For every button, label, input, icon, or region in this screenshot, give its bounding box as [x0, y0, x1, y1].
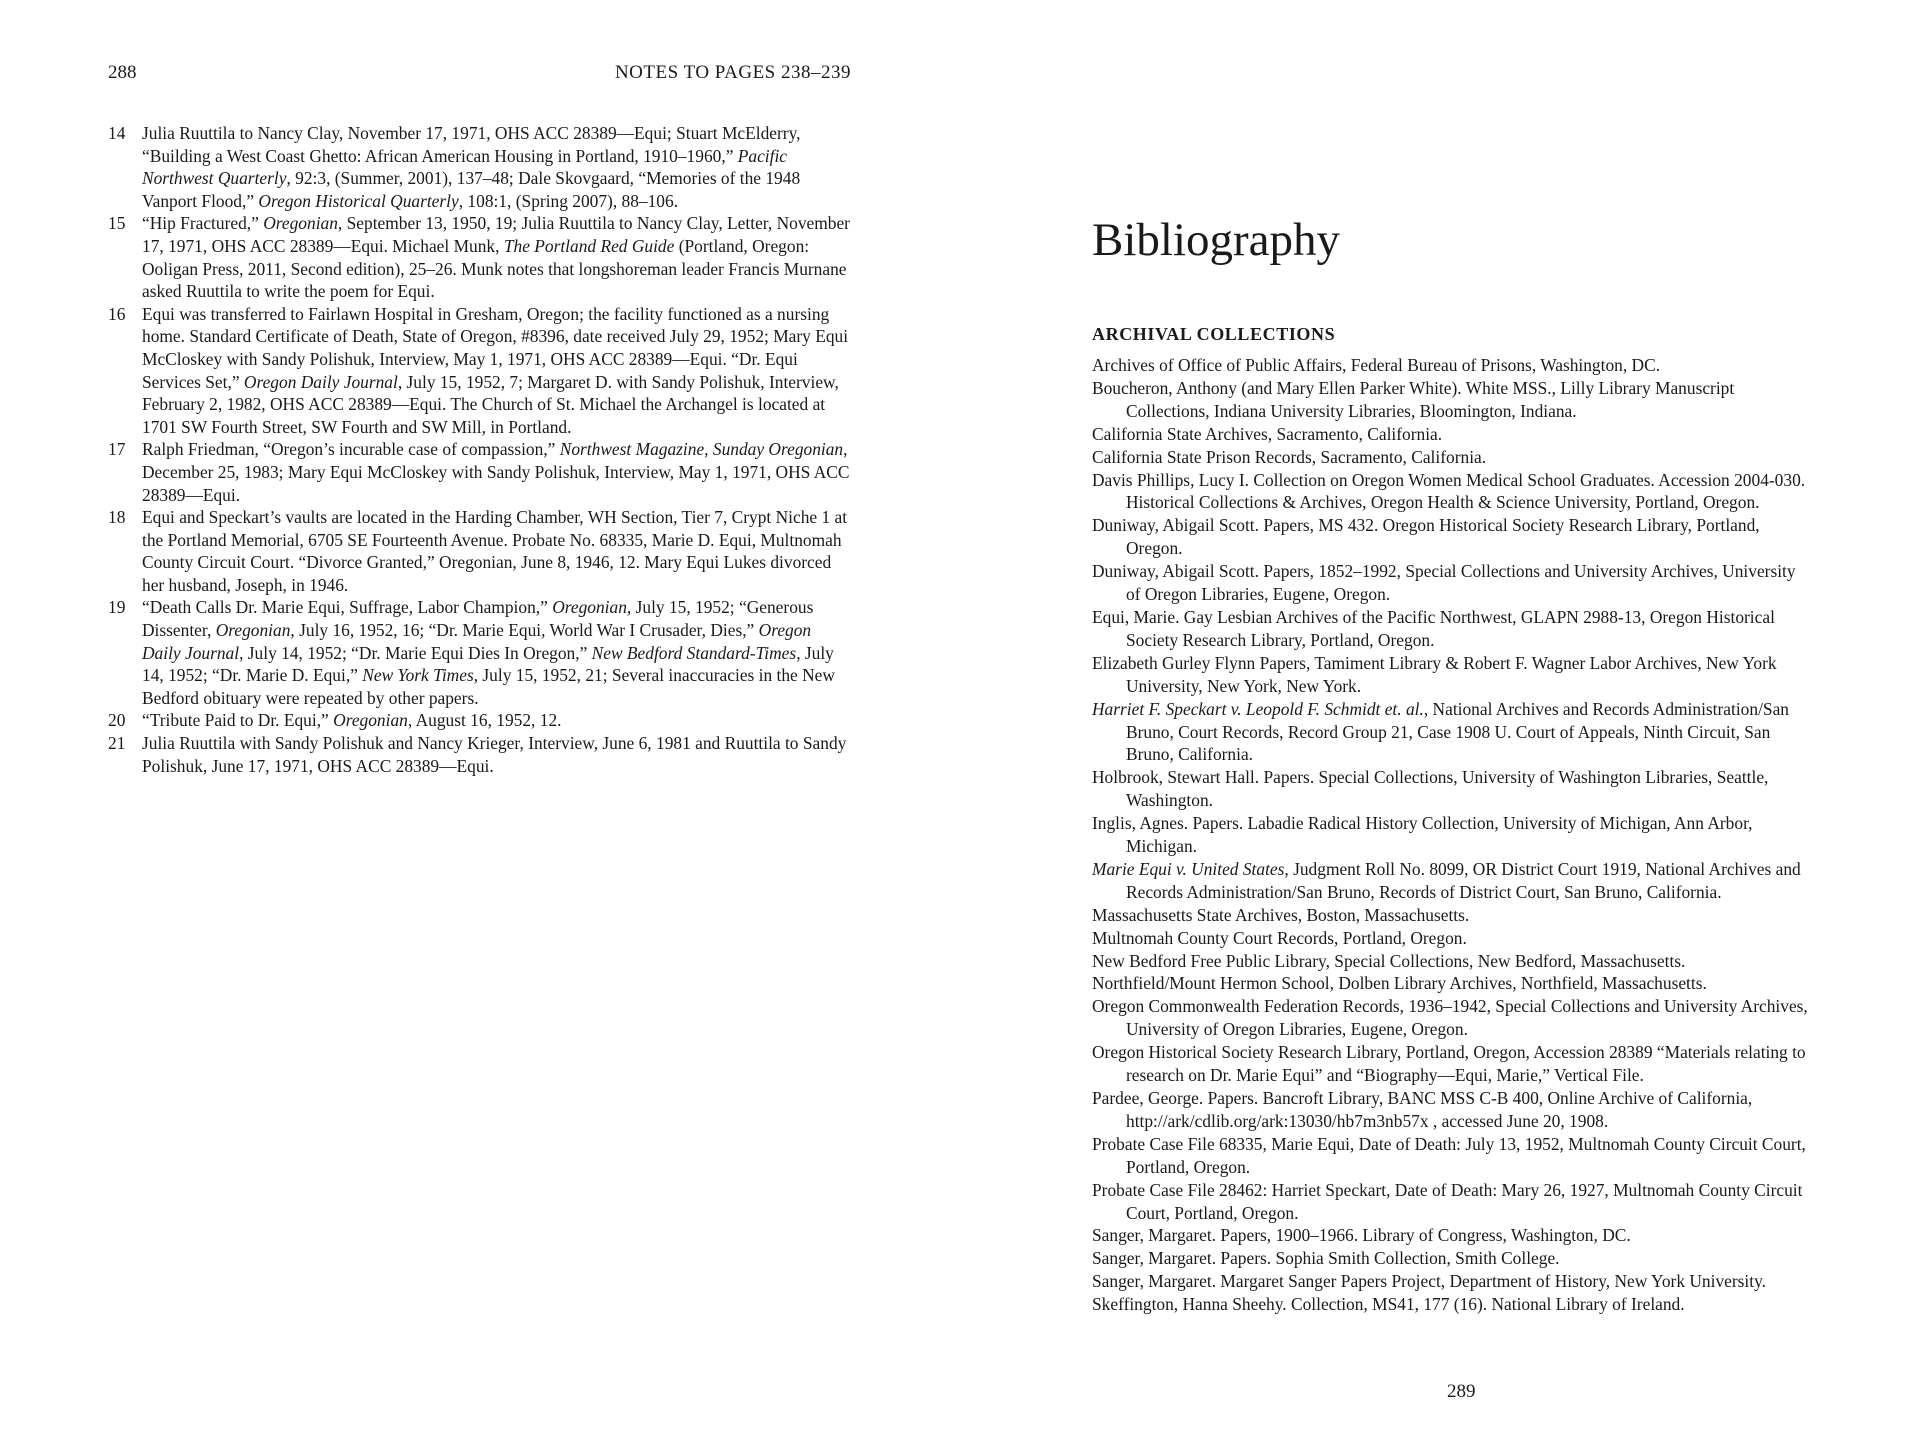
endnote-text	[142, 597, 835, 707]
bibliography-entry	[1092, 354, 1812, 377]
bibliography-entry	[1092, 606, 1812, 652]
text-run: Sanger, Margaret. Margaret Sanger Papers Project, Department of History, New York University.	[1092, 1271, 1766, 1292]
bibliography-entry	[1092, 1133, 1812, 1179]
text-run: (Portland, Oregon: Ooligan Press, 2011, Second edition), 25–26. Munk notes that longshoreman leader Francis Murnane asked Ruuttila to write the poem for Equi.	[142, 235, 847, 302]
endnote-text	[142, 304, 848, 437]
text-run: , July 14, 1952; “Dr. Marie Equi Dies In Oregon,”	[239, 642, 592, 663]
page-number-right: 289	[1447, 1381, 1476, 1402]
bibliography-entry	[1092, 514, 1812, 560]
text-run: Probate Case File 28462: Harriet Speckart, Date of Death: Mary 26, 1927, Multnomah County Circuit Court, Portland, Oregon.	[1092, 1179, 1803, 1223]
endnote	[108, 212, 853, 302]
italic-title: Oregon Historical Quarterly	[258, 190, 459, 211]
text-run: , July 15, 1952, 7; Margaret D. with Sandy Polishuk, Interview, February 2, 1982, OHS ACC 28389—Equi. The Church of St. Michael the Archangel is located at 1701 SW Fourth Street, SW Fourth and SW Mill, in Portland.	[142, 371, 839, 437]
bibliography-entry	[1092, 950, 1812, 973]
bibliography-entry	[1092, 560, 1812, 606]
italic-title: Marie Equi v. United States	[1092, 858, 1285, 879]
italic-title: Oregonian	[263, 213, 338, 234]
italic-title: Northwest Magazine, Sunday Oregonian	[559, 439, 844, 460]
text-run: , National Archives and Records Administration/San Bruno, Court Records, Record Group 21, Case 1908 U. Court of Appeals, Ninth Circuit, San Bruno, California.	[1126, 698, 1789, 765]
italic-title: Pacific Northwest Quarterly	[142, 145, 788, 189]
endnote-number: 19	[108, 597, 126, 618]
endnote	[108, 596, 853, 709]
text-run: New Bedford Free Public Library, Special Collections, New Bedford, Massachusetts.	[1092, 950, 1686, 971]
text-run: , July 15, 1952, 21; Several inaccuracies in the New Bedford obituary were repeated by other papers.	[142, 665, 835, 708]
bibliography-entry	[1092, 766, 1812, 812]
italic-title: Oregonian	[552, 597, 627, 618]
italic-title: New Bedford Standard-Times	[591, 642, 797, 663]
italic-title: Oregonian	[333, 710, 408, 731]
endnote	[108, 438, 853, 506]
endnote	[108, 709, 853, 732]
italic-title: Oregon Daily Journal	[142, 620, 812, 663]
endnote-text	[142, 733, 846, 776]
bibliography-entry	[1092, 1224, 1812, 1247]
endnote-number: 15	[108, 213, 126, 234]
endnote-number: 20	[108, 710, 126, 731]
right-page	[960, 0, 1920, 1440]
bibliography-list	[1092, 354, 1812, 1316]
endnotes-list	[108, 122, 853, 777]
text-run: , 92:3, (Summer, 2001), 137–48; Dale Skovgaard, “Memories of the 1948 Vanport Flood,”	[142, 168, 801, 211]
text-run: Skeffington, Hanna Sheehy. Collection, MS41, 177 (16). National Library of Ireland.	[1092, 1294, 1685, 1315]
bibliography-entry	[1092, 1179, 1812, 1225]
bibliography-entry	[1092, 652, 1812, 698]
running-head-title: NOTES TO PAGES 238–239	[614, 62, 851, 83]
text-run: Probate Case File 68335, Marie Equi, Date of Death: July 13, 1952, Multnomah County Circuit Court, Portland, Oregon.	[1092, 1133, 1806, 1177]
text-run: “Tribute Paid to Dr. Equi,”	[142, 710, 334, 731]
italic-title: Oregon Daily Journal	[243, 371, 398, 392]
endnote-number: 17	[108, 439, 126, 460]
italic-title: Oregonian	[215, 620, 291, 641]
endnote	[108, 732, 853, 777]
text-run: California State Archives, Sacramento, California.	[1092, 423, 1443, 444]
text-run: , July 16, 1952, 16; “Dr. Marie Equi, World War I Crusader, Dies,”	[290, 620, 759, 641]
endnote-number: 16	[108, 303, 126, 324]
text-run: Northfield/Mount Hermon School, Dolben Library Archives, Northfield, Massachusetts.	[1092, 973, 1707, 994]
text-run: Julia Ruuttila with Sandy Polishuk and Nancy Krieger, Interview, June 6, 1981 and Ruuttila to Sandy Polishuk, June 17, 1971, OHS ACC 28389—Equi.	[142, 733, 847, 776]
endnote-number: 18	[108, 507, 126, 528]
endnote	[108, 506, 853, 596]
text-run: Equi, Marie. Gay Lesbian Archives of the Pacific Northwest, GLAPN 2988-13, Oregon Historical Society Research Library, Portland, Oregon.	[1092, 606, 1775, 650]
bibliography-entry	[1092, 1041, 1812, 1087]
bibliography-entry	[1092, 927, 1812, 950]
text-run: , August 16, 1952, 12.	[407, 710, 562, 731]
text-run: Equi was transferred to Fairlawn Hospital in Gresham, Oregon; the facility functioned as a nursing home. Standard Certificate of Death, State of Oregon, #8396, date received July 29, 1952; Mary Equi McCloskey with Sandy Polishuk, Interview, May 1, 1971, OHS ACC 28389—Equi. “Dr. Equi Services Set,”	[142, 303, 849, 392]
text-run: Sanger, Margaret. Papers. Sophia Smith Collection, Smith College.	[1092, 1248, 1560, 1269]
bibliography-entry	[1092, 446, 1812, 469]
text-run: , July 14, 1952; “Dr. Marie D. Equi,”	[142, 642, 834, 686]
endnote-text	[142, 213, 850, 301]
bibliography-entry	[1092, 423, 1812, 446]
bibliography-entry	[1092, 858, 1812, 904]
text-run: Ralph Friedman, “Oregon’s incurable case of compassion,”	[142, 439, 560, 460]
text-run: , December 25, 1983; Mary Equi McCloskey with Sandy Polishuk, Interview, May 1, 1971, OHS ACC 28389—Equi.	[142, 439, 850, 505]
bibliography-entry	[1092, 904, 1812, 927]
text-run: Equi and Speckart’s vaults are located in the Harding Chamber, WH Section, Tier 7, Crypt Niche 1 at the Portland Memorial, 6705 SE Fourteenth Avenue. Probate No. 68335, Marie D. Equi, Multnomah County Circuit Court. “Divorce Granted,” Oregonian, June 8, 1946, 12. Mary Equi Lukes divorced her husband, Joseph, in 1946.	[142, 507, 848, 595]
endnote-text	[142, 439, 849, 504]
page-title: Bibliography	[1092, 214, 1341, 266]
text-run: Elizabeth Gurley Flynn Papers, Tamiment Library & Robert F. Wagner Labor Archives, New York University, New York, New York.	[1092, 652, 1777, 696]
bibliography-entry	[1092, 469, 1812, 515]
text-run: , September 13, 1950, 19; Julia Ruuttila to Nancy Clay, Letter, November 17, 1971, OHS ACC 28389—Equi. Michael Munk,	[142, 213, 850, 256]
page-number-left: 288	[108, 62, 137, 83]
text-run: Massachusetts State Archives, Boston, Massachusetts.	[1092, 904, 1470, 925]
text-run: “Death Calls Dr. Marie Equi, Suffrage, Labor Champion,”	[142, 597, 553, 618]
text-run: Oregon Historical Society Research Library, Portland, Oregon, Accession 28389 “Materials relating to research on Dr. Marie Equi” and “Biography—Equi, Marie,” Vertical File.	[1092, 1042, 1806, 1086]
endnote-number: 21	[108, 733, 126, 754]
text-run: Oregon Commonwealth Federation Records, 1936–1942, Special Collections and University Archives, University of Oregon Libraries, Eugene, Oregon.	[1092, 996, 1808, 1040]
text-run: Davis Phillips, Lucy I. Collection on Oregon Women Medical School Graduates. Accession 2004-030. Historical Collections & Archives, Oregon Health & Science University, Portland, Oregon.	[1092, 469, 1806, 513]
bibliography-entry	[1092, 1087, 1812, 1133]
bibliography-entry	[1092, 1270, 1812, 1293]
text-run: Duniway, Abigail Scott. Papers, MS 432. Oregon Historical Society Research Library, Portland, Oregon.	[1092, 515, 1760, 559]
text-run: Holbrook, Stewart Hall. Papers. Special Collections, University of Washington Libraries, Seattle, Washington.	[1092, 767, 1769, 811]
endnote-text	[142, 507, 847, 595]
italic-title: The Portland Red Guide	[503, 235, 675, 256]
bibliography-entry	[1092, 995, 1812, 1041]
text-run: , Judgment Roll No. 8099, OR District Court 1919, National Archives and Records Administration/San Bruno, Records of District Court, San Bruno, California.	[1126, 858, 1801, 902]
text-run: Archives of Office of Public Affairs, Federal Bureau of Prisons, Washington, DC.	[1092, 355, 1661, 375]
endnote-text	[142, 710, 562, 730]
text-run: Inglis, Agnes. Papers. Labadie Radical History Collection, University of Michigan, Ann Arbor, Michigan.	[1092, 813, 1753, 857]
bibliography-entry	[1092, 1247, 1812, 1270]
endnote	[108, 303, 853, 439]
section-heading: ARCHIVAL COLLECTIONS	[1092, 324, 1336, 344]
text-run: “Hip Fractured,”	[142, 213, 264, 234]
text-run: Julia Ruuttila to Nancy Clay, November 17, 1971, OHS ACC 28389—Equi; Stuart McElderry, “Building a West Coast Ghetto: African American Housing in Portland, 1910–1960,”	[142, 123, 801, 166]
text-run: Pardee, George. Papers. Bancroft Library, BANC MSS C-B 400, Online Archive of California, http://ark/cdlib.org/ark:13030/hb7m3nb57x , accessed June 20, 1908.	[1092, 1088, 1753, 1131]
text-run: Sanger, Margaret. Papers, 1900–1966. Library of Congress, Washington, DC.	[1092, 1225, 1631, 1246]
endnote-text	[142, 123, 801, 211]
text-run: Boucheron, Anthony (and Mary Ellen Parker White). White MSS., Lilly Library Manuscript Collections, Indiana University Libraries, Bloomington, Indiana.	[1092, 377, 1735, 421]
text-run: Duniway, Abigail Scott. Papers, 1852–1992, Special Collections and University Archives, University of Oregon Libraries, Eugene, Oregon.	[1092, 561, 1796, 605]
bibliography-entry	[1092, 377, 1812, 423]
endnote	[108, 122, 853, 212]
text-run: Multnomah County Court Records, Portland, Oregon.	[1092, 927, 1467, 948]
bibliography-entry	[1092, 698, 1812, 767]
endnote-number: 14	[108, 123, 126, 143]
bibliography-entry	[1092, 1293, 1812, 1316]
text-run: California State Prison Records, Sacramento, California.	[1092, 446, 1487, 467]
italic-title: New York Times	[362, 665, 474, 686]
text-run: , 108:1, (Spring 2007), 88–106.	[458, 190, 679, 211]
bibliography-entry	[1092, 972, 1812, 995]
italic-title: Harriet F. Speckart v. Leopold F. Schmidt et. al.	[1092, 698, 1424, 719]
text-run: , July 15, 1952; “Generous Dissenter,	[142, 597, 814, 641]
bibliography-entry	[1092, 812, 1812, 858]
